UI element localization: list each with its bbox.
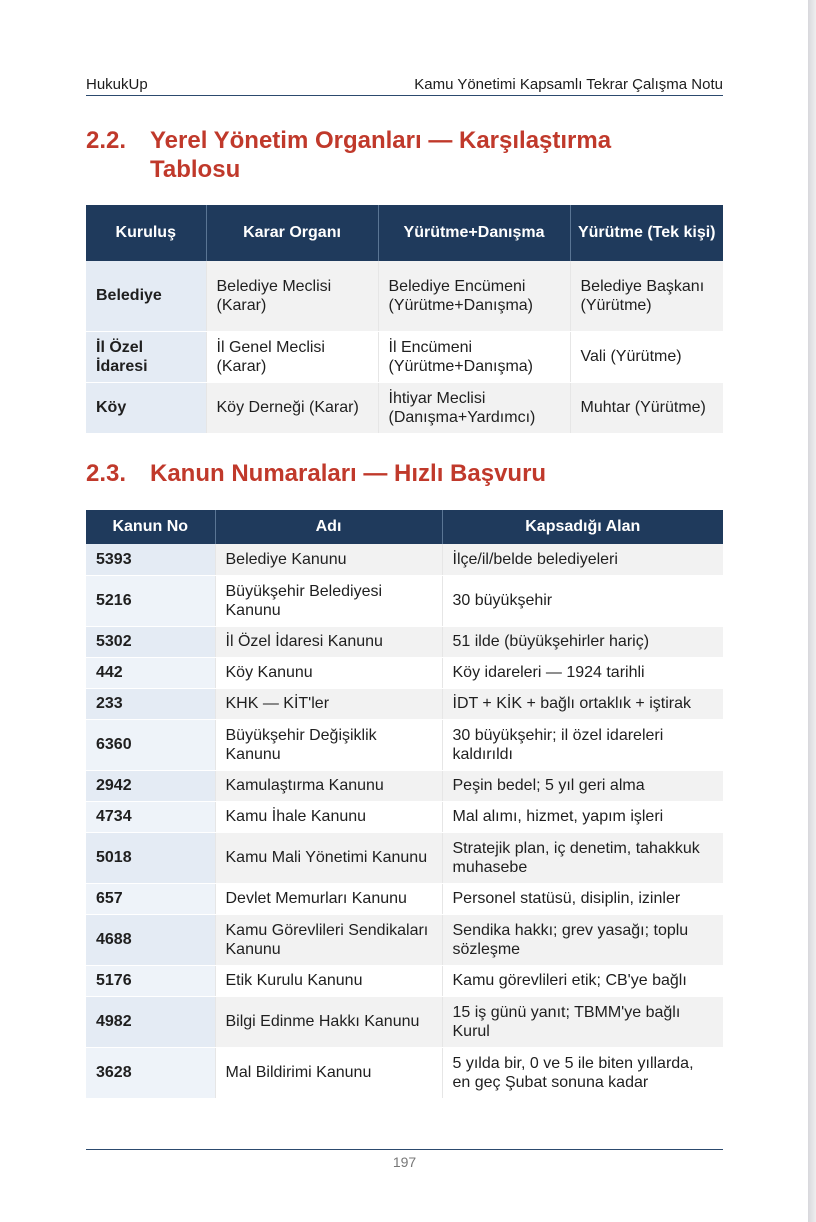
table-cell: Mal Bildirimi Kanunu	[215, 1047, 442, 1098]
table-row	[86, 965, 723, 996]
table-cell: Etik Kurulu Kanunu	[215, 965, 442, 996]
table-cell: Köy idareleri — 1924 tarihli	[442, 657, 723, 688]
table-row	[86, 544, 723, 575]
table-cell: 5302	[86, 626, 215, 657]
table-cell: Belediye Encümeni (Yürütme+Danışma)	[378, 261, 570, 331]
page-edge-shadow	[808, 0, 816, 1222]
section-number: 2.2.	[86, 127, 127, 154]
footer-divider	[86, 1149, 723, 1150]
table-row	[86, 801, 723, 832]
column-header: Yürütme+Danışma	[378, 205, 570, 261]
table-cell: İl Genel Meclisi (Karar)	[206, 331, 378, 382]
table-cell: Vali (Yürütme)	[570, 331, 723, 382]
table-cell: Kamu İhale Kanunu	[215, 801, 442, 832]
table-cell: 657	[86, 883, 215, 914]
column-header: Yürütme (Tek kişi)	[570, 205, 723, 261]
table-cell: 2942	[86, 770, 215, 801]
header-document-title: Kamu Yönetimi Kapsamlı Tekrar Çalışma Notu	[414, 76, 723, 93]
table-cell: Belediye	[86, 261, 206, 331]
section-title: Yerel Yönetim Organları — Karşılaştırma Tablosu	[150, 127, 612, 183]
table-cell: Köy Derneği (Karar)	[206, 382, 378, 433]
table-row	[86, 382, 723, 433]
table-cell: Belediye Başkanı (Yürütme)	[570, 261, 723, 331]
table-cell: 4688	[86, 914, 215, 965]
column-header: Karar Organı	[206, 205, 378, 261]
table-cell: 5393	[86, 544, 215, 575]
table-cell: Devlet Memurları Kanunu	[215, 883, 442, 914]
table-cell: Peşin bedel; 5 yıl geri alma	[442, 770, 723, 801]
law-numbers-table	[86, 510, 723, 1099]
table-cell: KHK — KİT'ler	[215, 688, 442, 719]
table-cell: Kamu Mali Yönetimi Kanunu	[215, 832, 442, 883]
table-cell: Kamulaştırma Kanunu	[215, 770, 442, 801]
table-row	[86, 688, 723, 719]
table-cell: İl Özel İdaresi Kanunu	[215, 626, 442, 657]
column-header: Adı	[215, 510, 442, 544]
table-cell: 30 büyükşehir	[442, 575, 723, 626]
table-cell: İl Özel İdaresi	[86, 331, 206, 382]
table-cell: Bilgi Edinme Hakkı Kanunu	[215, 996, 442, 1047]
table-row	[86, 657, 723, 688]
table-cell: 4734	[86, 801, 215, 832]
table-cell: 51 ilde (büyükşehirler hariç)	[442, 626, 723, 657]
table-row	[86, 883, 723, 914]
table-cell: Büyükşehir Değişiklik Kanunu	[215, 719, 442, 770]
local-government-organs-table	[86, 205, 723, 434]
header-brand: HukukUp	[86, 76, 148, 93]
table-cell: 15 iş günü yanıt; TBMM'ye bağlı Kurul	[442, 996, 723, 1047]
table-cell: 6360	[86, 719, 215, 770]
table-header-row	[86, 205, 723, 261]
table-row	[86, 331, 723, 382]
table-cell: Kamu görevlileri etik; CB'ye bağlı	[442, 965, 723, 996]
table-cell: Sendika hakkı; grev yasağı; toplu sözleşme	[442, 914, 723, 965]
page-header	[86, 75, 723, 96]
table-cell: 442	[86, 657, 215, 688]
page-number: 197	[392, 1154, 417, 1170]
table-row	[86, 996, 723, 1047]
table-row	[86, 261, 723, 331]
table-cell: Büyükşehir Belediyesi Kanunu	[215, 575, 442, 626]
table-cell: İl Encümeni (Yürütme+Danışma)	[378, 331, 570, 382]
table-row	[86, 832, 723, 883]
section-title: Kanun Numaraları — Hızlı Başvuru	[150, 460, 547, 487]
table-cell: Mal alımı, hizmet, yapım işleri	[442, 801, 723, 832]
table-cell: 5 yılda bir, 0 ve 5 ile biten yıllarda, en geç Şubat sonuna kadar	[442, 1047, 723, 1098]
table-cell: İhtiyar Meclisi (Danışma+Yardımcı)	[378, 382, 570, 433]
table-cell: 233	[86, 688, 215, 719]
column-header: Kapsadığı Alan	[442, 510, 723, 544]
table-row	[86, 626, 723, 657]
table-cell: İlçe/il/belde belediyeleri	[442, 544, 723, 575]
section-number: 2.3.	[86, 460, 127, 487]
table-cell: 5176	[86, 965, 215, 996]
table-row	[86, 1047, 723, 1098]
table-row	[86, 914, 723, 965]
column-header: Kanun No	[86, 510, 215, 544]
column-header: Kuruluş	[86, 205, 206, 261]
table-cell: 30 büyükşehir; il özel idareleri kaldırıldı	[442, 719, 723, 770]
table-cell: Köy Kanunu	[215, 657, 442, 688]
table-row	[86, 575, 723, 626]
table-cell: 5216	[86, 575, 215, 626]
table-cell: Personel statüsü, disiplin, izinler	[442, 883, 723, 914]
table-cell: 3628	[86, 1047, 215, 1098]
table-cell: Stratejik plan, iç denetim, tahakkuk muhasebe	[442, 832, 723, 883]
table-cell: Köy	[86, 382, 206, 433]
table-row	[86, 719, 723, 770]
table-cell: İDT + KİK + bağlı ortaklık + iştirak	[442, 688, 723, 719]
table-cell: Muhtar (Yürütme)	[570, 382, 723, 433]
table-cell: Belediye Kanunu	[215, 544, 442, 575]
table-row	[86, 770, 723, 801]
table-cell: Belediye Meclisi (Karar)	[206, 261, 378, 331]
table-cell: 5018	[86, 832, 215, 883]
table-cell: 4982	[86, 996, 215, 1047]
table-cell: Kamu Görevlileri Sendikaları Kanunu	[215, 914, 442, 965]
table-header-row	[86, 510, 723, 544]
